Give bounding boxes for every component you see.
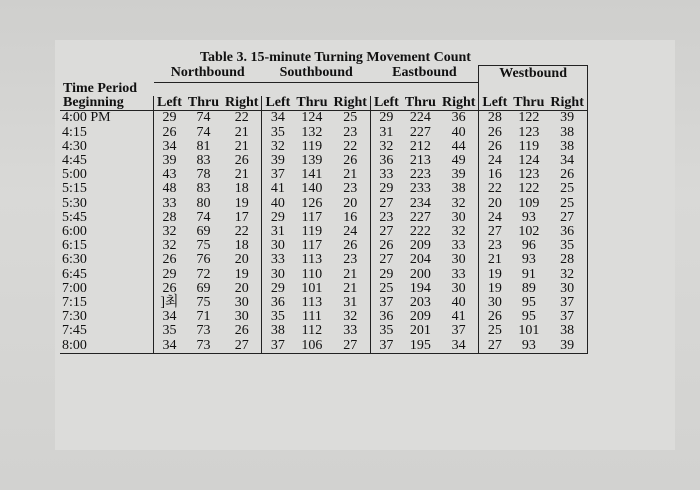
cell: 29: [379, 110, 394, 126]
cell: 36: [270, 295, 285, 311]
cell: 34: [154, 339, 185, 354]
cell: 209: [409, 309, 431, 325]
cell: 24: [487, 153, 502, 169]
table-row: [60, 154, 587, 168]
cell: 30: [439, 211, 479, 225]
row-time: 5:15: [60, 182, 154, 196]
cell: 33: [162, 195, 177, 211]
cell: 26: [222, 324, 262, 338]
cell: 93: [510, 339, 547, 354]
table-row: [60, 140, 587, 154]
cell: 89: [521, 280, 536, 296]
cell: 41: [439, 310, 479, 324]
cell: 28: [162, 209, 177, 225]
row-time: 4:45: [60, 154, 154, 168]
cell: 16: [330, 211, 370, 225]
cell: 119: [301, 224, 323, 240]
cell: 22: [222, 111, 262, 126]
cell: 33: [439, 239, 479, 253]
cell: 35: [270, 124, 285, 140]
cell: 117: [301, 209, 323, 225]
cell: 140: [301, 181, 323, 197]
cell: 38: [439, 182, 479, 196]
row-time: 6:30: [60, 253, 154, 267]
row-time: 5:30: [60, 197, 154, 211]
cell: 141: [301, 167, 323, 183]
cell: 23: [330, 126, 370, 140]
cell: 26: [162, 252, 177, 268]
cell: 27: [547, 211, 587, 225]
movement-header-row: [60, 96, 587, 111]
cell: 43: [162, 167, 177, 183]
cell: 34: [439, 339, 479, 354]
cell: 30: [270, 266, 285, 282]
cell: 213: [409, 153, 431, 169]
cell: 223: [409, 167, 431, 183]
cell: 22: [222, 225, 262, 239]
cell: 32: [379, 138, 394, 154]
header-southbound: Southbound: [262, 66, 370, 83]
cell: 39: [162, 153, 177, 169]
cell: 25: [379, 280, 394, 296]
cell: 48: [162, 181, 177, 197]
cell: ]최: [160, 295, 179, 311]
cell: 122: [518, 181, 540, 197]
cell: 109: [518, 195, 540, 211]
table-row: [60, 111, 587, 126]
cell: 28: [487, 110, 502, 126]
cell: 111: [301, 309, 322, 325]
cell: 119: [301, 138, 323, 154]
cell: 20: [222, 282, 262, 296]
header-nb-thru: Thru: [185, 96, 222, 111]
cell: 75: [196, 238, 211, 254]
cell: 126: [301, 195, 323, 211]
cell: 39: [439, 168, 479, 182]
cell: 93: [521, 209, 536, 225]
cell: 200: [409, 266, 431, 282]
cell: 29: [270, 209, 285, 225]
row-time: 6:45: [60, 268, 154, 282]
cell: 29: [162, 110, 177, 126]
cell: 26: [162, 280, 177, 296]
table-row: [60, 339, 587, 354]
cell: 132: [301, 124, 323, 140]
cell: 106: [293, 339, 330, 354]
row-time: 5:45: [60, 211, 154, 225]
cell: 30: [222, 296, 262, 310]
cell: 31: [330, 296, 370, 310]
cell: 30: [439, 282, 479, 296]
row-time: 6:15: [60, 239, 154, 253]
cell: 117: [301, 238, 323, 254]
cell: 40: [270, 195, 285, 211]
cell: 26: [222, 154, 262, 168]
cell: 30: [439, 253, 479, 267]
cell: 30: [222, 310, 262, 324]
cell: 209: [409, 238, 431, 254]
cell: 26: [487, 309, 502, 325]
cell: 91: [521, 266, 536, 282]
table-row: [60, 296, 587, 310]
cell: 32: [330, 310, 370, 324]
cell: 74: [196, 209, 211, 225]
cell: 41: [270, 181, 285, 197]
table-row: [60, 168, 587, 182]
header-nb-right: Right: [222, 96, 262, 111]
cell: 26: [547, 168, 587, 182]
cell: 224: [409, 110, 431, 126]
cell: 76: [196, 252, 211, 268]
cell: 96: [521, 238, 536, 254]
cell: 36: [547, 225, 587, 239]
header-westbound: Westbound: [479, 66, 587, 83]
cell: 27: [379, 252, 394, 268]
cell: 21: [222, 140, 262, 154]
row-time: 6:00: [60, 225, 154, 239]
header-wb-left: Left: [479, 96, 510, 111]
cell: 34: [162, 138, 177, 154]
cell: 72: [196, 266, 211, 282]
cell: 194: [409, 280, 431, 296]
cell: 71: [196, 309, 211, 325]
cell: 233: [409, 181, 431, 197]
cell: 27: [379, 195, 394, 211]
cell: 83: [196, 181, 211, 197]
cell: 101: [518, 323, 540, 339]
cell: 123: [518, 124, 540, 140]
cell: 32: [547, 268, 587, 282]
cell: 38: [547, 140, 587, 154]
cell: 40: [439, 296, 479, 310]
cell: 33: [330, 324, 370, 338]
cell: 23: [330, 253, 370, 267]
table-row: [60, 324, 587, 338]
header-eb-left: Left: [370, 96, 401, 111]
cell: 34: [270, 110, 285, 126]
header-sb-left: Left: [262, 96, 293, 111]
row-time: 7:30: [60, 310, 154, 324]
cell: 69: [196, 224, 211, 240]
cell: 37: [370, 339, 401, 354]
row-time: 5:00: [60, 168, 154, 182]
header-sb-right: Right: [330, 96, 370, 111]
cell: 23: [487, 238, 502, 254]
header-northbound: Northbound: [154, 66, 262, 83]
cell: 24: [330, 225, 370, 239]
cell: 35: [547, 239, 587, 253]
cell: 75: [196, 295, 211, 311]
cell: 204: [409, 252, 431, 268]
cell: 38: [547, 324, 587, 338]
cell: 74: [196, 124, 211, 140]
cell: 21: [330, 168, 370, 182]
cell: 36: [439, 111, 479, 126]
header-beginning: Beginning: [60, 96, 154, 111]
cell: 44: [439, 140, 479, 154]
table-row: [60, 282, 587, 296]
cell: 203: [409, 295, 431, 311]
cell: 31: [379, 124, 394, 140]
cell: 37: [262, 339, 293, 354]
cell: 23: [330, 182, 370, 196]
cell: 19: [222, 197, 262, 211]
cell: 36: [379, 309, 394, 325]
cell: 20: [222, 253, 262, 267]
table-title: Table 3. 15-minute Turning Movement Count: [200, 50, 471, 65]
table-row: [60, 268, 587, 282]
cell: 29: [379, 181, 394, 197]
table-body: [60, 111, 587, 353]
cell: 29: [379, 266, 394, 282]
cell: 38: [547, 126, 587, 140]
header-time-period: Time Period: [63, 81, 138, 96]
cell: 113: [301, 295, 323, 311]
cell: 22: [330, 140, 370, 154]
cell: 37: [547, 310, 587, 324]
cell: 26: [330, 154, 370, 168]
cell: 25: [330, 111, 370, 126]
cell: 122: [518, 110, 540, 126]
cell: 20: [330, 197, 370, 211]
cell: 37: [547, 296, 587, 310]
cell: 32: [162, 224, 177, 240]
turning-movement-table: [60, 65, 588, 354]
cell: 69: [196, 280, 211, 296]
cell: 95: [521, 309, 536, 325]
cell: 227: [409, 209, 431, 225]
cell: 33: [379, 167, 394, 183]
cell: 32: [439, 225, 479, 239]
cell: 19: [487, 280, 502, 296]
cell: 95: [521, 295, 536, 311]
cell: 26: [330, 239, 370, 253]
cell: 78: [196, 167, 211, 183]
cell: 74: [196, 110, 211, 126]
header-sb-thru: Thru: [293, 96, 330, 111]
cell: 18: [222, 182, 262, 196]
cell: 28: [547, 253, 587, 267]
cell: 26: [379, 238, 394, 254]
header-wb-right: Right: [547, 96, 587, 111]
cell: 83: [196, 153, 211, 169]
cell: 36: [379, 153, 394, 169]
cell: 93: [521, 252, 536, 268]
cell: 29: [162, 266, 177, 282]
cell: 81: [196, 138, 211, 154]
cell: 25: [547, 182, 587, 196]
cell: 26: [487, 124, 502, 140]
cell: 27: [379, 224, 394, 240]
cell: 30: [487, 295, 502, 311]
cell: 32: [439, 197, 479, 211]
cell: 39: [270, 153, 285, 169]
cell: 16: [487, 167, 502, 183]
header-wb-thru: Thru: [510, 96, 547, 111]
row-time: 7:15: [60, 296, 154, 310]
cell: 21: [330, 268, 370, 282]
cell: 24: [487, 209, 502, 225]
cell: 119: [518, 138, 540, 154]
cell: 26: [162, 124, 177, 140]
table-row: [60, 126, 587, 140]
table-row: [60, 253, 587, 267]
cell: 195: [402, 339, 439, 354]
cell: 18: [222, 239, 262, 253]
table-row: [60, 182, 587, 196]
cell: 33: [270, 252, 285, 268]
table-row: [60, 239, 587, 253]
table-row: [60, 197, 587, 211]
cell: 124: [301, 110, 323, 126]
header-nb-left: Left: [154, 96, 185, 111]
cell: 35: [379, 323, 394, 339]
cell: 23: [379, 209, 394, 225]
cell: 31: [270, 224, 285, 240]
cell: 39: [547, 339, 587, 354]
cell: 123: [518, 167, 540, 183]
row-time: 8:00: [60, 339, 154, 354]
cell: 22: [487, 181, 502, 197]
cell: 35: [162, 323, 177, 339]
cell: 201: [409, 323, 431, 339]
cell: 17: [222, 211, 262, 225]
cell: 234: [409, 195, 431, 211]
cell: 39: [547, 111, 587, 126]
row-time: 4:15: [60, 126, 154, 140]
cell: 27: [330, 339, 370, 354]
cell: 73: [196, 323, 211, 339]
cell: 73: [185, 339, 222, 354]
header-eb-right: Right: [439, 96, 479, 111]
cell: 35: [270, 309, 285, 325]
cell: 80: [196, 195, 211, 211]
cell: 37: [379, 295, 394, 311]
cell: 124: [518, 153, 540, 169]
table-row: [60, 225, 587, 239]
header-eastbound: Eastbound: [370, 66, 478, 83]
cell: 222: [409, 224, 431, 240]
cell: 112: [301, 323, 323, 339]
cell: 139: [301, 153, 323, 169]
cell: 30: [547, 282, 587, 296]
cell: 32: [162, 238, 177, 254]
cell: 227: [409, 124, 431, 140]
cell: 21: [222, 126, 262, 140]
cell: 27: [222, 339, 262, 354]
table-row: [60, 310, 587, 324]
cell: 19: [222, 268, 262, 282]
cell: 33: [439, 268, 479, 282]
cell: 27: [487, 224, 502, 240]
cell: 37: [439, 324, 479, 338]
cell: 49: [439, 154, 479, 168]
header-eb-thru: Thru: [402, 96, 439, 111]
cell: 37: [270, 167, 285, 183]
cell: 40: [439, 126, 479, 140]
cell: 34: [162, 309, 177, 325]
cell: 110: [301, 266, 323, 282]
cell: 38: [270, 323, 285, 339]
cell: 212: [409, 138, 431, 154]
cell: 102: [518, 224, 540, 240]
row-time: 7:45: [60, 324, 154, 338]
cell: 32: [270, 138, 285, 154]
cell: 113: [301, 252, 323, 268]
cell: 34: [547, 154, 587, 168]
cell: 30: [270, 238, 285, 254]
row-time: 4:00 PM: [60, 111, 154, 126]
table-row: [60, 211, 587, 225]
cell: 27: [479, 339, 510, 354]
cell: 21: [222, 168, 262, 182]
row-time: 7:00: [60, 282, 154, 296]
cell: 21: [487, 252, 502, 268]
cell: 20: [487, 195, 502, 211]
cell: 21: [330, 282, 370, 296]
cell: 25: [547, 197, 587, 211]
cell: 29: [270, 280, 285, 296]
cell: 101: [301, 280, 323, 296]
cell: 25: [487, 323, 502, 339]
row-time: 4:30: [60, 140, 154, 154]
cell: 26: [487, 138, 502, 154]
cell: 19: [487, 266, 502, 282]
